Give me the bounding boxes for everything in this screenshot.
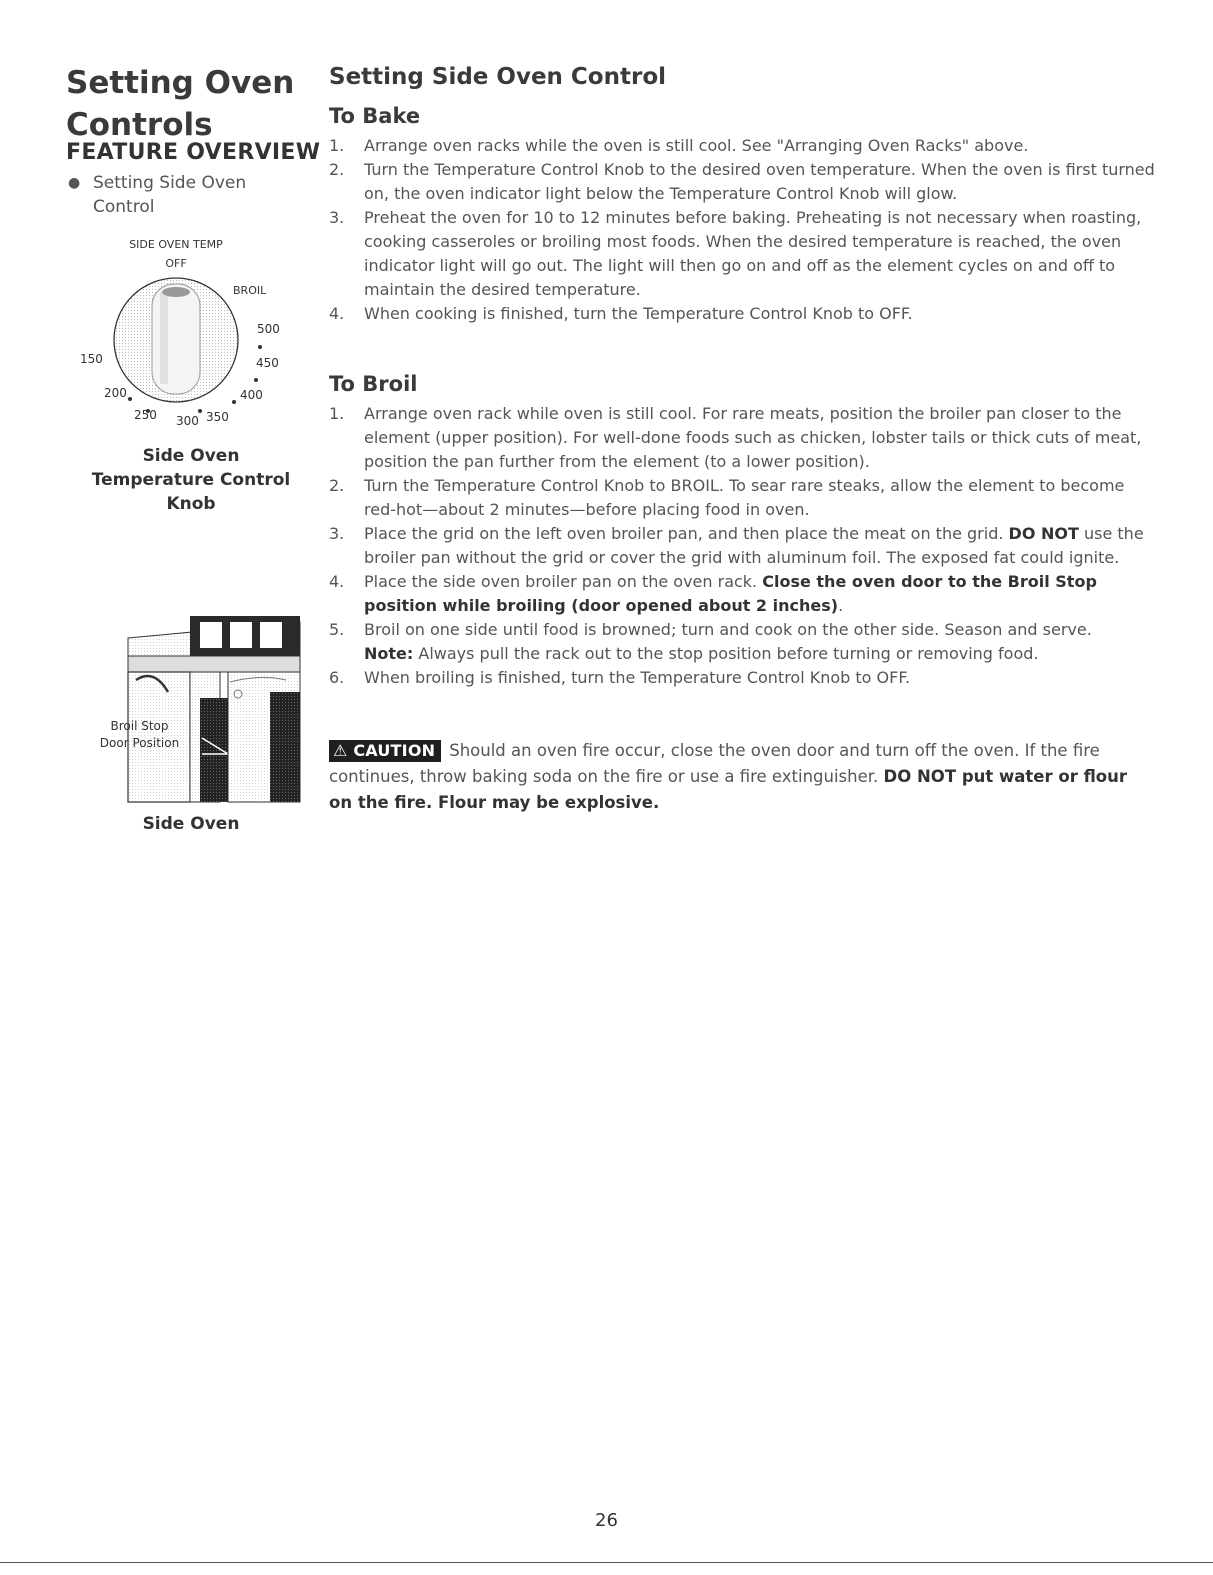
broil-steps — [329, 402, 1159, 690]
step-number: 3. — [329, 524, 345, 543]
step-text-after: . — [838, 596, 844, 615]
caution-badge — [329, 740, 441, 762]
caution-notice — [329, 738, 1149, 816]
knob-grip-shade — [160, 292, 168, 384]
broil-heading: To Broil — [329, 372, 418, 396]
list-item — [329, 206, 1159, 302]
knob-caption — [66, 444, 316, 516]
step-number: 5. — [329, 620, 345, 639]
knob-tick-label: 250 — [134, 408, 157, 422]
broil-stop-label — [92, 718, 187, 752]
step-number: 3. — [329, 208, 345, 227]
list-item — [329, 302, 1159, 326]
knob-tick-label: 350 — [206, 410, 229, 424]
knob-tick-label: 200 — [104, 386, 127, 400]
knob-broil-label: BROIL — [233, 284, 267, 297]
side-oven-caption: Side Oven — [142, 814, 240, 834]
tick-dot-icon — [198, 409, 202, 413]
step-text: When broiling is finished, turn the Temperature Control Knob to OFF. — [364, 668, 911, 687]
step-number: 1. — [329, 404, 345, 423]
feature-overview-heading: FEATURE OVERVIEW — [66, 140, 321, 165]
footer-rule — [0, 1562, 1213, 1563]
list-item — [329, 158, 1159, 206]
feature-list-item-label: Setting Side Oven Control — [93, 173, 247, 217]
step-text: Arrange oven racks while the oven is still cool. See "Arranging Oven Racks" above. — [364, 136, 1029, 155]
bake-heading: To Bake — [329, 104, 421, 128]
step-bold-text: Close the oven door to the Broil Stop position while broiling (door opened about 2 inches) — [364, 572, 1097, 615]
caution-text: Should an oven fire occur, close the oven door and turn off the oven. If the fire continues, throw baking soda on the fire or use a fire extinguisher. — [329, 741, 1100, 786]
knob-tick-label: 300 — [176, 414, 199, 428]
step-number: 4. — [329, 304, 345, 323]
knob-top-label: SIDE OVEN TEMP — [129, 238, 223, 251]
knob-caption-line: Knob — [166, 494, 216, 514]
side-oven-illustration — [110, 608, 302, 808]
step-text: Arrange oven rack while oven is still cool. For rare meats, position the broiler pan closer to the element (upper position). For well-done foods such as chicken, lobster tails or thick cuts of meat, position the pan further from the element (to a lower position). — [364, 404, 1142, 471]
oven-cavity — [200, 698, 228, 802]
caution-bold-text: DO NOT put water or flour on the fire. Flour may be explosive. — [329, 767, 1128, 812]
warning-triangle-icon: ⚠ — [333, 741, 348, 760]
feature-list-item — [66, 171, 266, 219]
step-number: 6. — [329, 668, 345, 687]
knob-tick-label: 500 — [257, 322, 280, 336]
list-item — [329, 522, 1159, 570]
step-text: When cooking is finished, turn the Temperature Control Knob to OFF. — [364, 304, 913, 323]
list-item — [329, 666, 1159, 690]
step-text: Preheat the oven for 10 to 12 minutes before baking. Preheating is not necessary when roasting, cooking casseroles or broiling most foods. When the desired temperature is reached, the oven indicator light will go out. The light will then go on and off as the element cycles on and off to maintain the desired temperature. — [364, 208, 1142, 299]
list-item — [329, 570, 1159, 618]
note-text: Always pull the rack out to the stop position before turning or removing food. — [418, 644, 1039, 663]
step-number: 1. — [329, 136, 345, 155]
step-text: Place the side oven broiler pan on the oven rack. — [364, 572, 758, 591]
tick-dot-icon — [232, 400, 236, 404]
list-item — [329, 618, 1159, 666]
step-text: Broil on one side until food is browned; turn and cook on the other side. Season and serve. — [364, 620, 1092, 639]
broil-stop-label-line: Door Position — [99, 736, 180, 750]
step-number: 2. — [329, 160, 345, 179]
step-text: Turn the Temperature Control Knob to the desired oven temperature. When the oven is first turned on, the oven indicator light below the Temperature Control Knob will glow. — [364, 160, 1155, 203]
step-number: 4. — [329, 572, 345, 591]
bake-steps — [329, 134, 1159, 326]
step-text: Turn the Temperature Control Knob to BROIL. To sear rare steaks, allow the element to become red-hot—about 2 minutes—before placing food in oven. — [364, 476, 1125, 519]
knob-tick-label: 450 — [256, 356, 279, 370]
list-item — [329, 402, 1159, 474]
tick-dot-icon — [254, 378, 258, 382]
knob-indicator — [162, 287, 190, 297]
page-number: 26 — [595, 1510, 618, 1531]
knob-caption-line: Temperature Control — [91, 470, 291, 490]
list-item — [329, 474, 1159, 522]
bullet-icon: ● — [68, 175, 81, 191]
caution-badge-label: CAUTION — [353, 741, 436, 760]
knob-tick-label: 400 — [240, 388, 263, 402]
knob-tick-label: 150 — [80, 352, 103, 366]
knob-off-label: OFF — [165, 257, 187, 270]
knob-caption-line: Side Oven — [142, 446, 240, 466]
knob-grip — [152, 284, 200, 394]
note-label: Note: — [364, 644, 414, 663]
step-number: 2. — [329, 476, 345, 495]
list-item — [329, 134, 1159, 158]
step-bold-text: DO NOT — [1008, 524, 1079, 543]
broil-stop-label-line: Broil Stop — [110, 719, 169, 733]
step-text-after: use the broiler pan without the grid or cover the grid with aluminum foil. The exposed fat could ignite. — [364, 524, 1144, 567]
section-title: Setting Side Oven Control — [329, 64, 667, 90]
step-text: Place the grid on the left oven broiler pan, and then place the meat on the grid. — [364, 524, 1004, 543]
tick-dot-icon — [258, 345, 262, 349]
tick-dot-icon — [128, 397, 132, 401]
page-title: Setting Oven Controls — [66, 65, 295, 143]
